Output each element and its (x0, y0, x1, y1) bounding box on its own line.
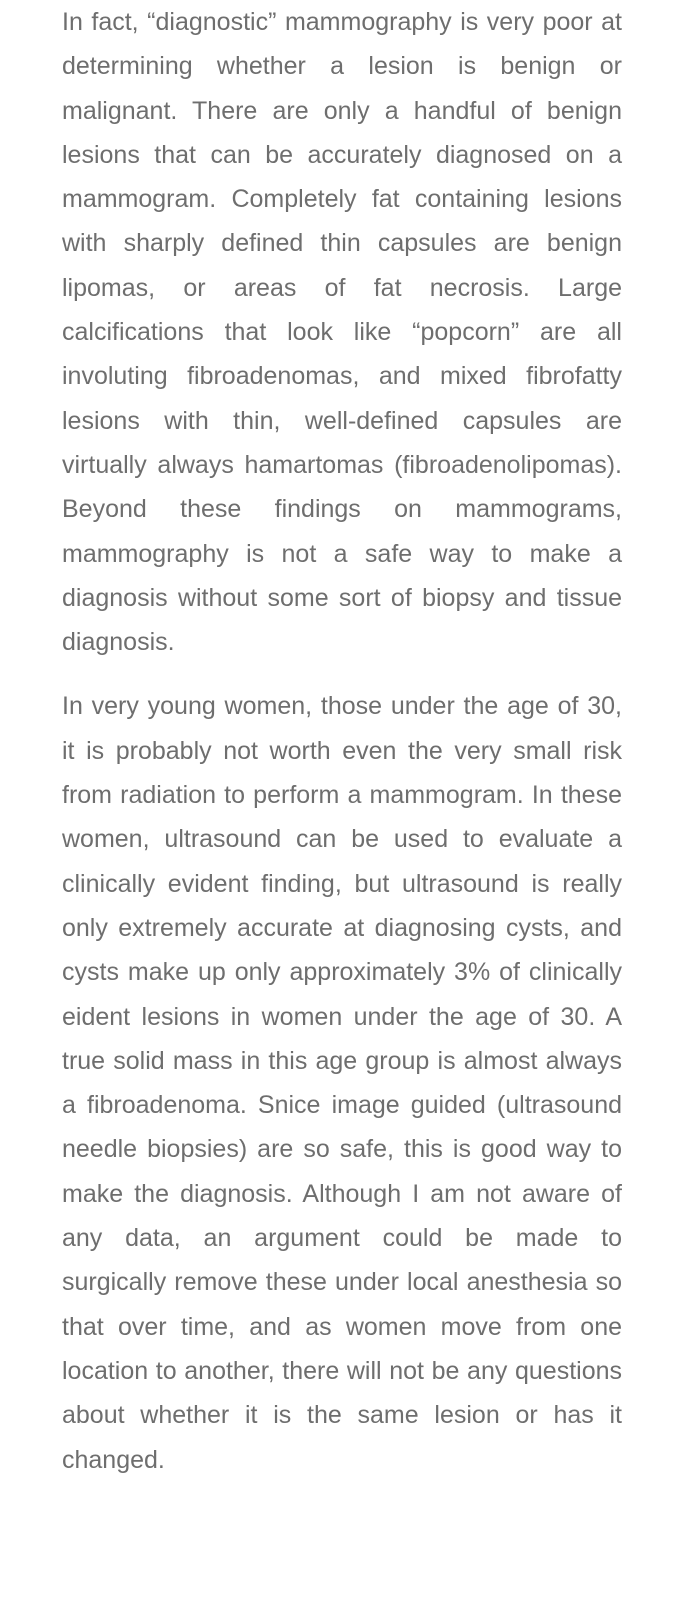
article-body (62, 0, 622, 1482)
paragraph-young-women-ultrasound: In very young women, those under the age of 30, it is probably not worth even the very small risk from radiation to perform a mammogram. In these women, ultrasound can be used to evaluate a clinically evident finding, but ultrasound is really only extremely accurate at diagnosing cysts, and cysts make up only approximately 3% of clinically eident lesions in women under the age of 30. A true solid mass in this age group is almost always a fibroadenoma. Snice image guided (ultrasound needle biopsies) are so safe, this is good way to make the diagnosis. Although I am not aware of any data, an argument could be made to surgically remove these under local anesthesia so that over time, and as women move from one location to another, there will not be any questions about whether it is the same lesion or has it changed. (62, 692, 622, 1474)
paragraph-diagnostic-mammography: In fact, “diagnostic” mammography is very poor at determining whether a lesion is benign or malignant. There are only a handful of benign lesions that can be accurately diagnosed on a mammogram. Completely fat containing lesions with sharply defined thin capsules are benign lipomas, or areas of fat necrosis. Large calcifications that look like “popcorn” are all involuting fibroadenomas, and mixed fibrofatty lesions with thin, well-defined capsules are virtually always hamartomas (fibroadenolipomas). Beyond these findings on mammograms, mammography is not a safe way to make a diagnosis without some sort of biopsy and tissue diagnosis. (62, 8, 622, 657)
